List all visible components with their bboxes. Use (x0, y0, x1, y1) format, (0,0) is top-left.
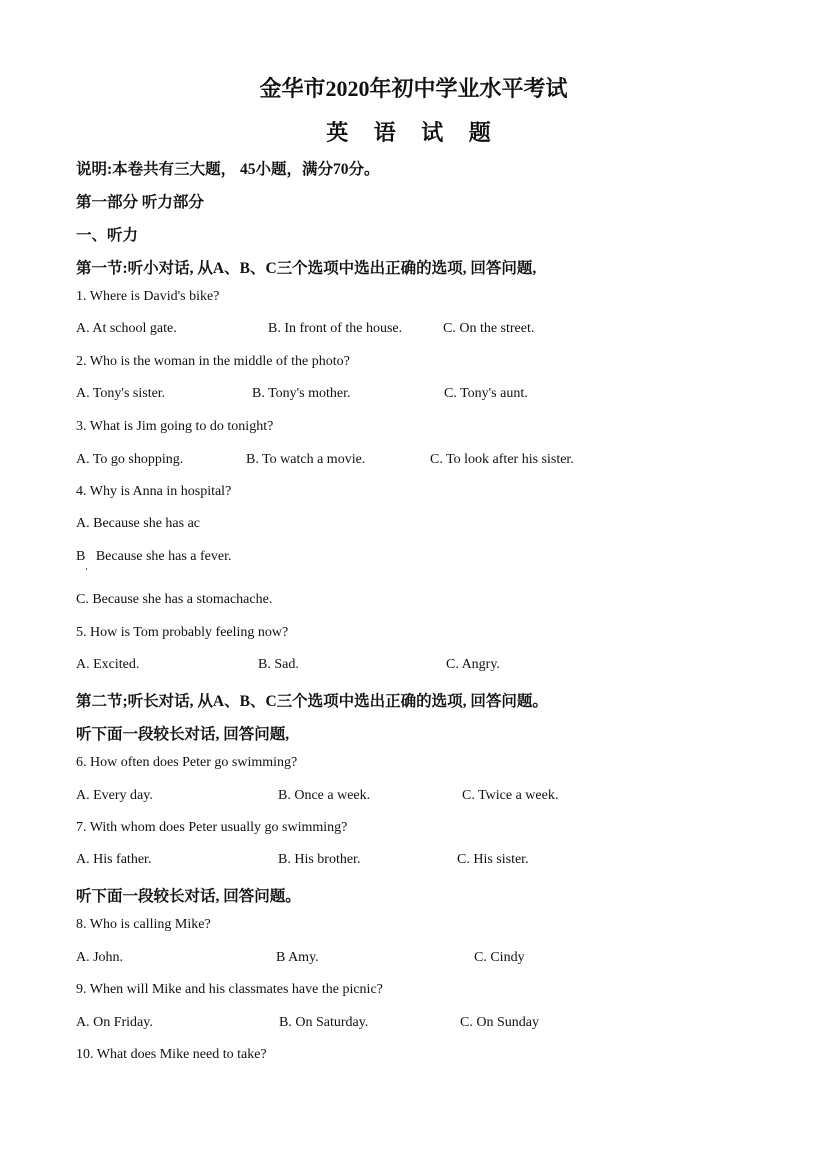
q6-option-a: A. Every day. (76, 788, 153, 803)
dialog-one-instruction: 听下面一段较长对话, 回答问题, (76, 726, 290, 743)
subsection-one-heading: 第一节:听小对话, 从A、B、C三个选项中选出正确的选项, 回答问题, (76, 260, 537, 277)
q6-option-c: C. Twice a week. (462, 788, 559, 803)
part-one-heading: 第一部分 听力部分 (76, 194, 204, 211)
q9-option-a: A. On Friday. (76, 1015, 153, 1030)
exam-intro: 说明:本卷共有三大题， 45小题，满分70分。 (76, 161, 380, 178)
dialog-two-instruction: 听下面一段较长对话, 回答问题。 (76, 888, 301, 905)
q5-option-b: B. Sad. (258, 657, 299, 672)
q1-option-a: A. At school gate. (76, 321, 177, 336)
q6-option-b: B. Once a week. (278, 788, 371, 803)
question-10: 10. What does Mike need to take? (76, 1047, 267, 1062)
q4-option-a: A. Because she has ac (76, 516, 201, 531)
q3-option-c: C. To look after his sister. (430, 452, 574, 467)
section-one-heading: 一、听力 (76, 227, 139, 244)
q5-option-a: A. Excited. (76, 657, 140, 672)
q3-option-a: A. To go shopping. (76, 452, 184, 467)
question-1: 1. Where is David's bike? (76, 289, 220, 304)
q3-option-b: B. To watch a movie. (246, 452, 366, 467)
stray-dot (86, 568, 87, 570)
q7-option-b: B. His brother. (278, 852, 361, 867)
q9-option-b: B. On Saturday. (279, 1015, 369, 1030)
question-4: 4. Why is Anna in hospital? (76, 484, 232, 499)
q5-option-c: C. Angry. (446, 657, 500, 672)
q7-option-c: C. His sister. (457, 852, 529, 867)
q1-option-c: C. On the street. (443, 321, 535, 336)
q8-option-c: C. Cindy (474, 950, 525, 965)
q7-option-a: A. His father. (76, 852, 152, 867)
q4-option-b: B Because she has a fever. (76, 549, 232, 564)
question-7: 7. With whom does Peter usually go swimming? (76, 820, 348, 835)
q4-option-c: C. Because she has a stomachache. (76, 592, 273, 607)
q8-option-b: B Amy. (276, 950, 319, 965)
q1-option-b: B. In front of the house. (268, 321, 403, 336)
q9-option-c: C. On Sunday (460, 1015, 539, 1030)
exam-title: 金华市2020年初中学业水平考试 (259, 76, 568, 101)
exam-subtitle: 英 语 试 题 (326, 120, 501, 145)
q2-option-a: A. Tony's sister. (76, 386, 166, 401)
q2-option-b: B. Tony's mother. (252, 386, 351, 401)
question-6: 6. How often does Peter go swimming? (76, 755, 298, 770)
question-2: 2. Who is the woman in the middle of the photo? (76, 354, 350, 369)
question-3: 3. What is Jim going to do tonight? (76, 419, 274, 434)
subsection-two-heading: 第二节;听长对话, 从A、B、C三个选项中选出正确的选项, 回答问题。 (76, 693, 548, 710)
q2-option-c: C. Tony's aunt. (444, 386, 528, 401)
question-8: 8. Who is calling Mike? (76, 917, 211, 932)
question-5: 5. How is Tom probably feeling now? (76, 625, 289, 640)
question-9: 9. When will Mike and his classmates have the picnic? (76, 982, 383, 997)
q8-option-a: A. John. (76, 950, 124, 965)
